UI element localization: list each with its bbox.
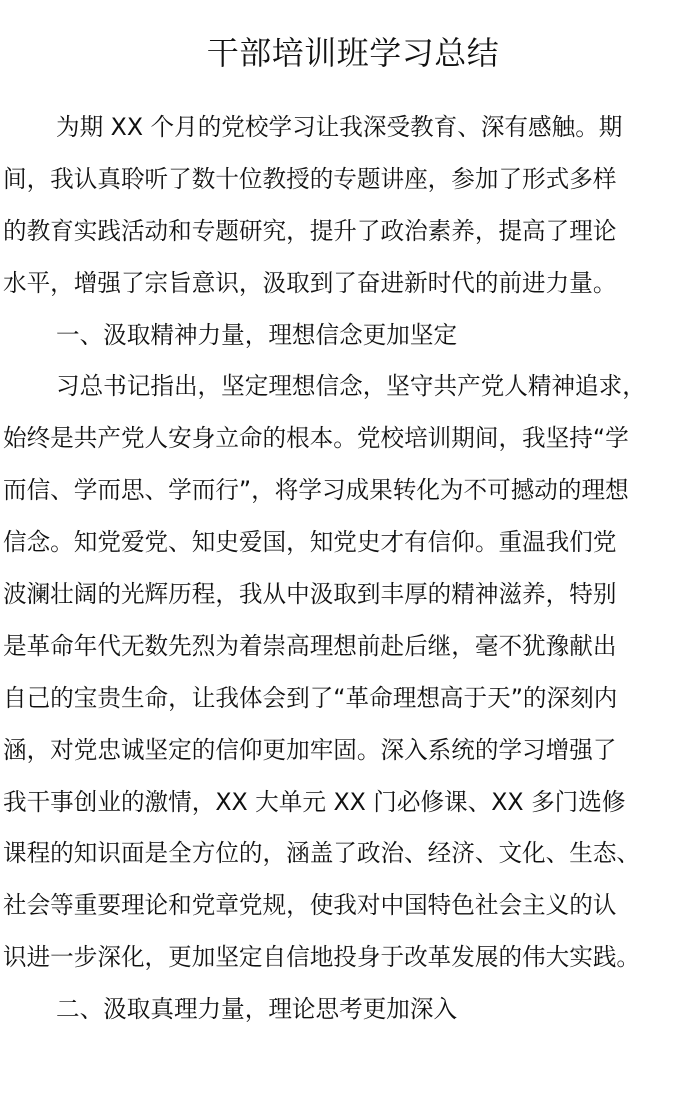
paragraph-line: 信念。知党爱党、知史爱国，知党史才有信仰。重温我们党 <box>3 528 617 557</box>
paragraph-line: 是革命年代无数先烈为着崇高理想前赴后继，毫不犹豫献出 <box>3 631 617 660</box>
paragraph-line: 间，我认真聆听了数十位教授的专题讲座，参加了形式多样 <box>3 164 617 193</box>
paragraph-first-line: 为期 XX 个月的党校学习让我深受教育、深有感触。期 <box>56 113 623 141</box>
document-title: 干部培训班学习总结 <box>206 34 500 72</box>
document-body <box>3 111 693 1045</box>
paragraph-line: 而信、学而思、学而行”，将学习成果转化为不可撼动的理想 <box>3 476 629 505</box>
paragraph-line: 涵，对党忠诚坚定的信仰更加牢固。深入系统的学习增强了 <box>3 735 617 764</box>
paragraph-line: 自己的宝贵生命，让我体会到了“革命理想高于天”的深刻内 <box>3 683 618 712</box>
paragraph-line: 波澜壮阔的光辉历程，我从中汲取到丰厚的精神滋养，特别 <box>3 580 617 609</box>
paragraph-line: 的教育实践活动和专题研究，提升了政治素养，提高了理论 <box>3 216 617 245</box>
paragraph-line: 课程的知识面是全方位的，涵盖了政治、经济、文化、生态、 <box>3 839 641 868</box>
paragraph-line: 始终是共产党人安身立命的根本。党校培训期间，我坚持“学 <box>3 424 629 453</box>
paragraph-first-line: 习总书记指出，坚定理想信念，坚守共产党人精神追求， <box>56 372 646 401</box>
paragraph-line: 识进一步深化，更加坚定自信地投身于改革发展的伟大实践。 <box>3 943 641 972</box>
paragraph-first-line: 二、汲取真理力量，理论思考更加深入 <box>56 995 458 1024</box>
paragraph-line: 社会等重要理论和党章党规，使我对中国特色社会主义的认 <box>3 891 617 920</box>
paragraph-first-line: 一、汲取精神力量，理想信念更加坚定 <box>56 320 458 349</box>
paragraph-line: 水平，增强了宗旨意识，汲取到了奋进新时代的前进力量。 <box>3 268 617 297</box>
paragraph-line: 我干事创业的激情，XX 大单元 XX 门必修课、XX 多门选修 <box>3 787 626 816</box>
